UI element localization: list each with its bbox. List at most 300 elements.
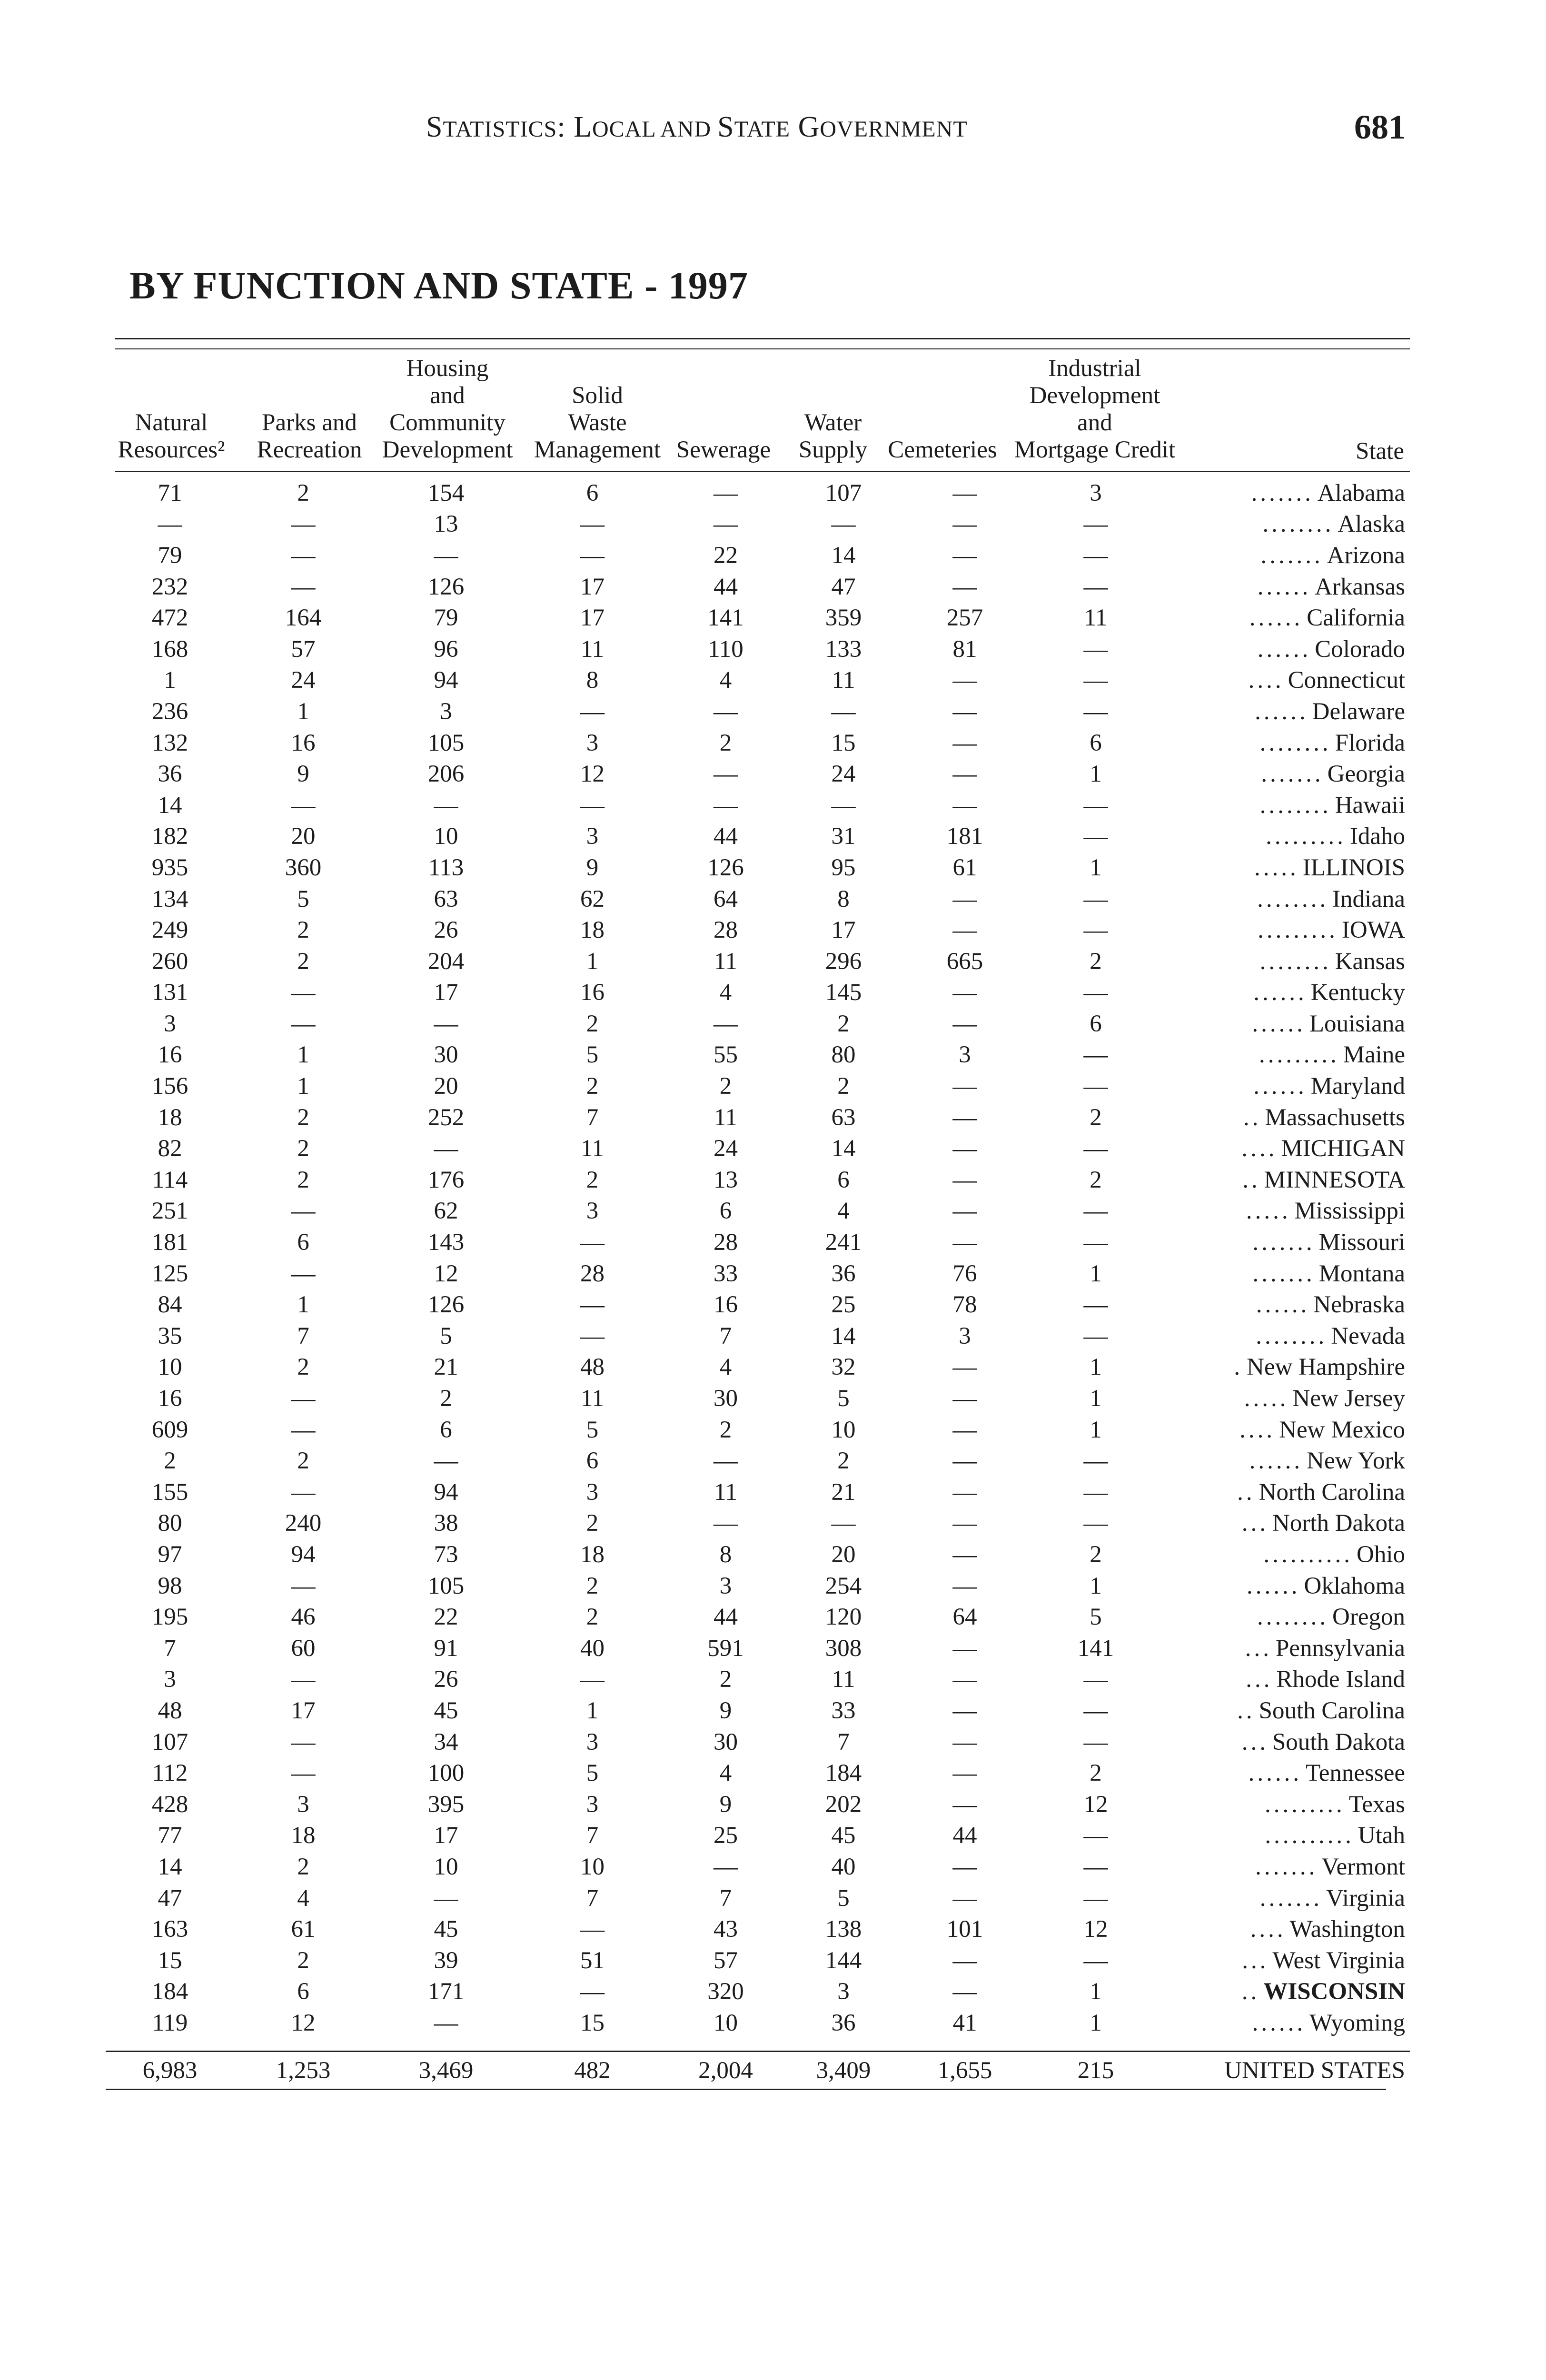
cell-housing: 94 <box>434 1478 458 1506</box>
cell-parks-recreation: 4 <box>297 1884 309 1912</box>
state-name: Nebraska <box>1313 1291 1405 1319</box>
cell-state <box>1162 1664 1410 1696</box>
leader-dots: ...... <box>1253 979 1307 1006</box>
cell-sewerage: 10 <box>714 2009 738 2036</box>
state-name: WISCONSIN <box>1263 1978 1405 2005</box>
state-name: Pennsylvania <box>1276 1635 1405 1662</box>
cell-state <box>1162 602 1410 634</box>
cell-cemeteries: 81 <box>952 635 977 663</box>
state-name: Vermont <box>1321 1853 1405 1880</box>
cell-sewerage: 7 <box>719 1322 732 1349</box>
cell-cemeteries: 64 <box>952 1604 977 1631</box>
cell-housing: 5 <box>440 1322 452 1349</box>
cell-water-supply: 31 <box>831 823 856 850</box>
leader-dots: .......... <box>1265 1822 1354 1849</box>
cell-natural-resources: 47 <box>158 1884 182 1912</box>
header-industrial: Industrial Development and Mortgage Credit <box>1014 355 1176 463</box>
leader-dots: ........ <box>1259 729 1331 756</box>
cell-natural-resources: 71 <box>158 479 182 506</box>
cell-state <box>1162 1477 1410 1508</box>
cell-sewerage: 4 <box>719 979 732 1006</box>
leader-dots: ..... <box>1254 854 1299 881</box>
cell-parks-recreation: 1 <box>297 698 309 725</box>
cell-industrial: — <box>1083 1947 1108 1974</box>
cell-state <box>1162 1633 1410 1664</box>
cell-natural-resources: 16 <box>158 1385 182 1412</box>
leader-dots: .. <box>1243 1104 1261 1131</box>
cell-natural-resources: 16 <box>158 1041 182 1069</box>
cell-parks-recreation: 24 <box>291 667 316 694</box>
table-row <box>106 1508 1410 1539</box>
cell-housing: 20 <box>434 1073 458 1100</box>
cell-water-supply: 2 <box>837 1448 850 1475</box>
cell-solid-waste: 6 <box>586 479 599 506</box>
cell-cemeteries: — <box>952 761 977 788</box>
cell-industrial: 6 <box>1090 1010 1102 1037</box>
cell-solid-waste: — <box>580 542 605 569</box>
cell-solid-waste: 12 <box>580 761 605 788</box>
table-row <box>106 1539 1410 1570</box>
cell-water-supply: 120 <box>825 1604 862 1631</box>
cell-parks-recreation: — <box>291 1198 316 1225</box>
cell-state <box>1162 883 1410 915</box>
totals-top-rule <box>106 2051 1410 2052</box>
header-cemeteries: Cemeteries <box>888 436 997 463</box>
state-name: Arizona <box>1327 542 1405 569</box>
cell-water-supply: 107 <box>825 479 862 506</box>
cell-state <box>1162 1945 1410 1976</box>
cell-sewerage: 7 <box>719 1884 732 1912</box>
cell-cemeteries: — <box>952 1104 977 1131</box>
cell-natural-resources: 249 <box>151 917 188 944</box>
cell-solid-waste: 7 <box>586 1104 599 1131</box>
cell-sewerage: 2 <box>719 1666 732 1693</box>
state-name: Maine <box>1343 1041 1405 1069</box>
cell-cemeteries: — <box>952 1791 977 1818</box>
cell-housing: — <box>434 1448 458 1475</box>
cell-housing: — <box>434 1010 458 1037</box>
cell-parks-recreation: 2 <box>297 1354 309 1381</box>
state-name: New York <box>1307 1448 1405 1475</box>
cell-industrial: — <box>1083 573 1108 600</box>
leader-dots: ...... <box>1249 1448 1303 1475</box>
cell-parks-recreation: 5 <box>297 885 309 912</box>
cell-housing: 26 <box>434 917 458 944</box>
cell-water-supply: 145 <box>825 979 862 1006</box>
table-row <box>106 1664 1410 1696</box>
cell-water-supply: 8 <box>837 885 850 912</box>
header-solid-waste: Solid Waste Management <box>534 382 661 463</box>
cell-natural-resources: 35 <box>158 1322 182 1349</box>
cell-natural-resources: 132 <box>151 729 188 756</box>
table-row <box>106 540 1410 571</box>
table-row <box>106 1695 1410 1726</box>
cell-cemeteries: 181 <box>946 823 983 850</box>
cell-cemeteries: 101 <box>946 1916 983 1943</box>
cell-parks-recreation: — <box>291 1572 316 1599</box>
cell-industrial: — <box>1083 917 1108 944</box>
cell-industrial: 1 <box>1090 1385 1102 1412</box>
cell-state <box>1162 571 1410 603</box>
cell-water-supply: 45 <box>831 1822 856 1849</box>
cell-sewerage: 141 <box>707 605 744 632</box>
cell-natural-resources: 18 <box>158 1104 182 1131</box>
cell-industrial: — <box>1083 1448 1108 1475</box>
cell-water-supply: 2 <box>837 1073 850 1100</box>
cell-parks-recreation: 2 <box>297 1448 309 1475</box>
cell-sewerage: 57 <box>714 1947 738 1974</box>
table-row <box>106 1820 1410 1852</box>
cell-sewerage: 24 <box>714 1135 738 1162</box>
cell-parks-recreation: 360 <box>285 854 322 881</box>
cell-water-supply: — <box>831 698 856 725</box>
cell-industrial: 2 <box>1090 1166 1102 1193</box>
cell-housing: 252 <box>427 1104 465 1131</box>
cell-solid-waste: 2 <box>586 1073 599 1100</box>
cell-industrial: 12 <box>1083 1916 1108 1943</box>
cell-natural-resources: 260 <box>151 948 188 975</box>
cell-water-supply: 3 <box>837 1978 850 2005</box>
table-row <box>106 1883 1410 1914</box>
cell-state <box>1162 727 1410 759</box>
cell-water-supply: 17 <box>831 917 856 944</box>
state-name: Texas <box>1348 1791 1405 1818</box>
cell-sewerage: 2 <box>719 729 732 756</box>
cell-state <box>1162 540 1410 571</box>
cell-natural-resources: 14 <box>158 792 182 819</box>
state-name: MICHIGAN <box>1281 1135 1405 1162</box>
cell-state <box>1162 977 1410 1009</box>
table-row <box>106 790 1410 821</box>
cell-industrial: — <box>1083 1666 1108 1693</box>
state-name: Alaska <box>1338 511 1405 538</box>
cell-sewerage: 30 <box>714 1728 738 1755</box>
cell-natural-resources: 232 <box>151 573 188 600</box>
state-name: Ohio <box>1357 1541 1405 1568</box>
cell-cemeteries: 665 <box>946 948 983 975</box>
table-row <box>106 1633 1410 1664</box>
cell-solid-waste: 15 <box>580 2009 605 2036</box>
leader-dots: ......... <box>1258 917 1338 944</box>
total-housing: 3,469 <box>418 2057 474 2084</box>
cell-cemeteries: — <box>952 885 977 912</box>
state-name: Oklahoma <box>1304 1572 1405 1599</box>
cell-housing: 10 <box>434 1853 458 1880</box>
cell-water-supply: 133 <box>825 635 862 663</box>
state-name: North Dakota <box>1272 1510 1405 1537</box>
cell-solid-waste: — <box>580 511 605 538</box>
leader-dots: ........ <box>1262 511 1334 538</box>
state-name: IOWA <box>1341 917 1405 944</box>
cell-sewerage: 44 <box>714 823 738 850</box>
cell-solid-waste: 28 <box>580 1260 605 1287</box>
table-row <box>106 821 1410 853</box>
cell-state <box>1162 1789 1410 1820</box>
cell-parks-recreation: 1 <box>297 1073 309 1100</box>
cell-natural-resources: 181 <box>151 1229 188 1256</box>
cell-industrial: 1 <box>1090 2009 1102 2036</box>
cell-natural-resources: 125 <box>151 1260 188 1287</box>
cell-water-supply: 40 <box>831 1853 856 1880</box>
cell-industrial: 1 <box>1090 1572 1102 1599</box>
cell-industrial: — <box>1083 635 1108 663</box>
header-housing: Housing and Community Development <box>382 355 513 463</box>
cell-solid-waste: 48 <box>580 1354 605 1381</box>
cell-parks-recreation: — <box>291 542 316 569</box>
cell-water-supply: 25 <box>831 1291 856 1319</box>
leader-dots: ......... <box>1265 1791 1345 1818</box>
table-row <box>106 1757 1410 1789</box>
cell-solid-waste: 1 <box>586 948 599 975</box>
cell-parks-recreation: — <box>291 1416 316 1443</box>
state-name: South Carolina <box>1259 1697 1405 1724</box>
cell-water-supply: 4 <box>837 1198 850 1225</box>
table-row <box>106 1040 1410 1071</box>
cell-parks-recreation: — <box>291 979 316 1006</box>
cell-solid-waste: 5 <box>586 1416 599 1443</box>
cell-parks-recreation: 2 <box>297 479 309 506</box>
cell-solid-waste: 2 <box>586 1510 599 1537</box>
cell-sewerage: 11 <box>714 948 738 975</box>
cell-housing: 94 <box>434 667 458 694</box>
cell-industrial: — <box>1083 698 1108 725</box>
cell-housing: 21 <box>434 1354 458 1381</box>
leader-dots: ....... <box>1251 479 1314 506</box>
total-solid-waste: 482 <box>574 2057 611 2084</box>
cell-natural-resources: 48 <box>158 1697 182 1724</box>
cell-parks-recreation: 57 <box>291 635 316 663</box>
cell-parks-recreation: 12 <box>291 2009 316 2036</box>
cell-state <box>1162 1164 1410 1196</box>
cell-water-supply: 14 <box>831 1135 856 1162</box>
state-name: Utah <box>1358 1822 1405 1849</box>
cell-state <box>1162 1414 1410 1446</box>
cell-sewerage: 9 <box>719 1791 732 1818</box>
cell-sewerage: 30 <box>714 1385 738 1412</box>
cell-natural-resources: 168 <box>151 635 188 663</box>
cell-housing: — <box>434 2009 458 2036</box>
cell-industrial: — <box>1083 1041 1108 1069</box>
cell-sewerage: 110 <box>708 635 743 663</box>
table-row <box>106 977 1410 1009</box>
cell-solid-waste: 16 <box>580 979 605 1006</box>
leader-dots: ........ <box>1256 1322 1328 1349</box>
cell-housing: 73 <box>434 1541 458 1568</box>
state-name: Delaware <box>1312 698 1405 725</box>
cell-natural-resources: 80 <box>158 1510 182 1537</box>
cell-water-supply: 47 <box>831 573 856 600</box>
cell-sewerage: — <box>714 792 738 819</box>
cell-water-supply: 24 <box>831 761 856 788</box>
cell-industrial: 1 <box>1090 1354 1102 1381</box>
leader-dots: ... <box>1245 1635 1272 1662</box>
cell-state <box>1162 1976 1410 2008</box>
cell-sewerage: 320 <box>707 1978 744 2005</box>
cell-industrial: 1 <box>1090 1978 1102 2005</box>
cell-cemeteries: 41 <box>952 2009 977 2036</box>
cell-parks-recreation: 6 <box>297 1229 309 1256</box>
cell-parks-recreation: 9 <box>297 761 309 788</box>
cell-parks-recreation: 61 <box>291 1916 316 1943</box>
cell-state <box>1162 634 1410 665</box>
cell-solid-waste: 3 <box>586 729 599 756</box>
cell-cemeteries: — <box>952 1541 977 1568</box>
cell-parks-recreation: 2 <box>297 1853 309 1880</box>
cell-solid-waste: 11 <box>580 1385 605 1412</box>
state-name: Kentucky <box>1310 979 1405 1006</box>
cell-sewerage: 2 <box>719 1073 732 1100</box>
cell-cemeteries: — <box>952 667 977 694</box>
cell-housing: 38 <box>434 1510 458 1537</box>
table-row <box>106 696 1410 727</box>
cell-state <box>1162 1196 1410 1227</box>
state-name: Colorado <box>1315 635 1405 663</box>
cell-sewerage: — <box>714 1010 738 1037</box>
cell-sewerage: 6 <box>719 1198 732 1225</box>
table-row <box>106 1945 1410 1976</box>
table-row <box>106 1102 1410 1133</box>
state-name: Georgia <box>1327 761 1405 788</box>
cell-natural-resources: 14 <box>158 1853 182 1880</box>
state-name: Tennessee <box>1306 1760 1405 1787</box>
cell-solid-waste: 1 <box>586 1697 599 1724</box>
cell-state <box>1162 509 1410 540</box>
cell-natural-resources: 107 <box>151 1728 188 1755</box>
leader-dots: ...... <box>1255 698 1308 725</box>
cell-cemeteries: 3 <box>959 1322 971 1349</box>
cell-natural-resources: 10 <box>158 1354 182 1381</box>
cell-solid-waste: 17 <box>580 573 605 600</box>
cell-cemeteries: — <box>952 1760 977 1787</box>
leader-dots: ...... <box>1252 2009 1306 2036</box>
cell-industrial: 2 <box>1090 1104 1102 1131</box>
cell-water-supply: 36 <box>831 2009 856 2036</box>
cell-water-supply: 308 <box>825 1635 862 1662</box>
cell-solid-waste: 3 <box>586 1791 599 1818</box>
state-name: South Dakota <box>1272 1728 1405 1755</box>
cell-natural-resources: 609 <box>151 1416 188 1443</box>
cell-industrial: — <box>1083 1822 1108 1849</box>
cell-water-supply: 138 <box>825 1916 862 1943</box>
cell-natural-resources: 155 <box>151 1478 188 1506</box>
cell-solid-waste: 10 <box>580 1853 605 1880</box>
cell-sewerage: — <box>714 1510 738 1537</box>
cell-housing: 206 <box>427 761 465 788</box>
table-top-rule-inner <box>115 348 1410 349</box>
state-name: North Carolina <box>1259 1478 1405 1506</box>
cell-housing: 204 <box>427 948 465 975</box>
cell-state <box>1162 1601 1410 1633</box>
cell-industrial: — <box>1083 885 1108 912</box>
cell-cemeteries: — <box>952 1635 977 1662</box>
cell-solid-waste: 7 <box>586 1884 599 1912</box>
cell-natural-resources: 935 <box>151 854 188 881</box>
cell-natural-resources: 251 <box>151 1198 188 1225</box>
cell-sewerage: 16 <box>714 1291 738 1319</box>
cell-natural-resources: 112 <box>152 1760 188 1787</box>
cell-cemeteries: — <box>952 1510 977 1537</box>
cell-sewerage: 28 <box>714 1229 738 1256</box>
cell-cemeteries: — <box>952 1853 977 1880</box>
cell-housing: — <box>434 792 458 819</box>
table-row <box>106 727 1410 759</box>
cell-industrial: — <box>1083 1853 1108 1880</box>
total-industrial: 215 <box>1077 2057 1114 2084</box>
cell-state <box>1162 946 1410 977</box>
cell-natural-resources: 3 <box>164 1666 176 1693</box>
cell-parks-recreation: 18 <box>291 1822 316 1849</box>
cell-cemeteries: — <box>952 1884 977 1912</box>
cell-industrial: 2 <box>1090 948 1102 975</box>
state-name: Arkansas <box>1315 573 1405 600</box>
cell-housing: 30 <box>434 1041 458 1069</box>
cell-solid-waste: 3 <box>586 1478 599 1506</box>
table-row <box>106 509 1410 540</box>
cell-solid-waste: 17 <box>580 605 605 632</box>
cell-industrial: 1 <box>1090 1260 1102 1287</box>
state-name: New Jersey <box>1292 1385 1405 1412</box>
cell-housing: — <box>434 1884 458 1912</box>
state-name: Maryland <box>1310 1073 1405 1100</box>
header-parks-recreation: Parks and Recreation <box>257 409 362 463</box>
state-name: Missouri <box>1318 1229 1405 1256</box>
table-row <box>106 1133 1410 1164</box>
cell-parks-recreation: — <box>291 511 316 538</box>
table-row <box>106 852 1410 883</box>
cell-state <box>1162 914 1410 946</box>
cell-industrial: 141 <box>1077 1635 1114 1662</box>
cell-industrial: 3 <box>1090 479 1102 506</box>
cell-parks-recreation: 16 <box>291 729 316 756</box>
cell-parks-recreation: — <box>291 1260 316 1287</box>
cell-industrial: — <box>1083 1884 1108 1912</box>
cell-parks-recreation: — <box>291 1666 316 1693</box>
table-row <box>106 1601 1410 1633</box>
cell-sewerage: 126 <box>707 854 744 881</box>
cell-state <box>1162 1914 1410 1945</box>
cell-parks-recreation: — <box>291 573 316 600</box>
cell-cemeteries: — <box>952 698 977 725</box>
cell-cemeteries: 61 <box>952 854 977 881</box>
state-name: Montana <box>1318 1260 1405 1287</box>
table-row <box>106 1227 1410 1258</box>
cell-cemeteries: 44 <box>952 1822 977 1849</box>
cell-cemeteries: — <box>952 792 977 819</box>
leader-dots: .... <box>1239 1416 1276 1443</box>
state-name: Louisiana <box>1309 1010 1405 1037</box>
leader-dots: ...... <box>1256 1291 1310 1319</box>
cell-water-supply: 21 <box>831 1478 856 1506</box>
cell-water-supply: 20 <box>831 1541 856 1568</box>
cell-sewerage: — <box>714 511 738 538</box>
table-row <box>106 1789 1410 1820</box>
cell-sewerage: 11 <box>714 1478 738 1506</box>
cell-housing: — <box>434 542 458 569</box>
leader-dots: ...... <box>1252 1010 1306 1037</box>
cell-housing: 62 <box>434 1198 458 1225</box>
cell-state <box>1162 1539 1410 1570</box>
cell-state <box>1162 790 1410 821</box>
cell-water-supply: 296 <box>825 948 862 975</box>
cell-industrial: — <box>1083 1073 1108 1100</box>
cell-solid-waste: 5 <box>586 1041 599 1069</box>
cell-water-supply: 241 <box>825 1229 862 1256</box>
header-natural-resources: Natural Resources² <box>118 409 225 463</box>
cell-sewerage: 3 <box>719 1572 732 1599</box>
cell-sewerage: 9 <box>719 1697 732 1724</box>
state-name: MINNESOTA <box>1264 1166 1405 1193</box>
cell-solid-waste: 7 <box>586 1822 599 1849</box>
